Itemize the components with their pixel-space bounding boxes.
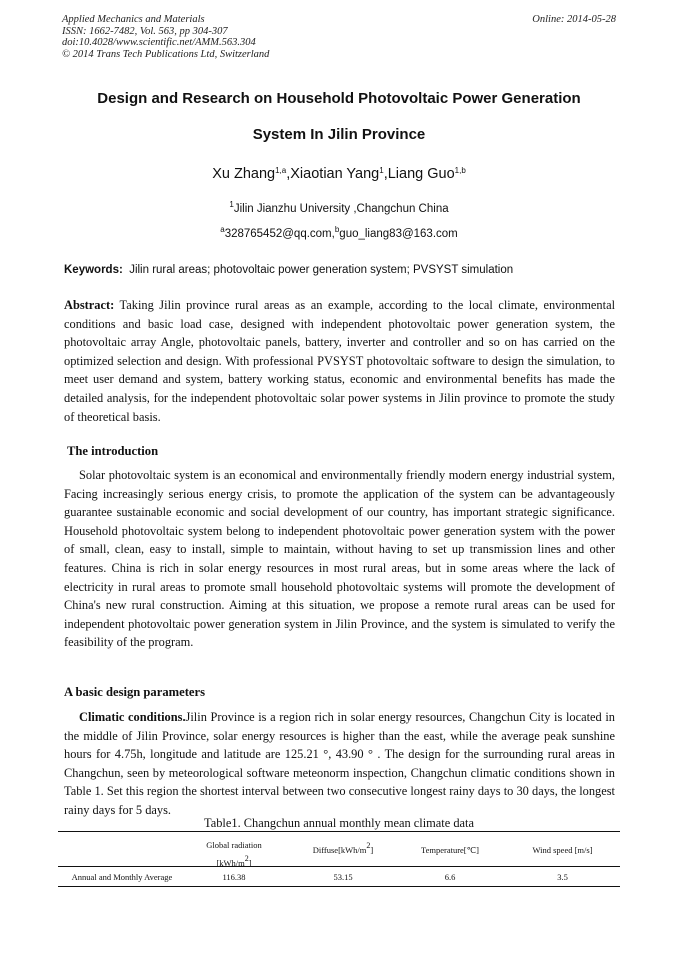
header-text: Global radiation [206, 840, 262, 850]
author-affiliation-mark: 1,b [454, 166, 466, 175]
header-unit-close: ] [370, 845, 374, 855]
table-cell-diffuse: 53.15 [333, 872, 353, 882]
abstract-label: Abstract: [64, 298, 115, 312]
author-name: Liang Guo [387, 166, 455, 182]
paper-title-line-2: System In Jilin Province [252, 126, 426, 143]
table-header-temperature: Temperature[℃] [420, 845, 480, 855]
table-bottom-rule [58, 886, 620, 887]
table-caption: Table1. Changchun annual monthly mean climate data [204, 816, 474, 830]
author-affiliation-mark: 1 [379, 166, 384, 175]
header-unit-text: [kWh/m [216, 858, 245, 868]
header-text: Diffuse[kWh/m [312, 845, 367, 855]
affiliation [0, 200, 678, 215]
section-heading-basic-design: A basic design parameters [64, 685, 205, 699]
email-mark: a [220, 225, 225, 234]
abstract-text: Taking Jilin province rural areas as an example, according to the local climate, environmental conditions and basic load case, designed with independent photovoltaic power generation system, the photovoltaic array Angle, photovoltaic panels, battery, inverter and controller and so on has carried on the optimized selection and design. With professional PVSYST photovoltaic software to design the simulation, to meet user demand and system, battery working status, economic and environmental benefits has made the detailed analysis, for the independent photovoltaic solar power systems in Jilin province to promote the study of theoretical basis. [64, 298, 616, 424]
journal-copyright: © 2014 Trans Tech Publications Ltd, Switzerland [62, 48, 270, 60]
table-row-label: Annual and Monthly Average [71, 872, 173, 882]
table-header-wind-speed: Wind speed [m/s] [532, 845, 593, 855]
table-cell-wind-speed: 3.5 [557, 872, 568, 882]
table-top-rule [58, 831, 620, 832]
email-address: guo_liang83@163.com [339, 228, 458, 240]
table-header-diffuse [300, 841, 386, 855]
header-unit [190, 854, 278, 872]
header-unit-close: ] [248, 858, 252, 868]
climate-text: Jilin Province is a region rich in solar energy resources, Changchun City is located in the middle of Jilin Province, solar energy resources is higher than the east, while the average peak sunshine hours for 4.75h, longitude and latitude are 125.21 °, 43.90 ° . The design for the surrounding rural areas in Changchun, seen by meteorological software meteonorm inspection, Changchun climatic conditions shown in Table 1. Set this region the shortest interval between two consecutive longest rainy days to 30 days, the longest rainy days for 5 days. [64, 710, 615, 817]
abstract [64, 296, 615, 426]
introduction-paragraph: Solar photovoltaic system is an economical and environmentally friendly modern energy industrial system, Facing increasingly serious energy crisis, to promote the application of the system can be advantageously guarantee sustainable economic and social development of our country, has important strategic significance. Household photovoltaic system belong to independent photovoltaic power generation system with the power of small, clean, easy to install, simple to maintain, without having to set up transmission lines and other features. China is rich in solar energy resources in most rural areas, but in some areas where the lack of electricity in rural areas to promote small household photovoltaic systems will promote the development of China's new rural construction. Aiming at this situation, we propose a remote rural areas can be used for independent photovoltaic power generation system in Jilin Province, and the system is simulated to verify the feasibility of the program. [64, 468, 615, 650]
header-unit-sup: 2 [366, 841, 371, 850]
affiliation-mark: 1 [229, 200, 234, 209]
table-cell-global-radiation: 116.38 [222, 872, 246, 882]
journal-name: Applied Mechanics and Materials [62, 14, 205, 25]
author-emails [0, 225, 678, 240]
email-address: 328765452@qq.com, [224, 228, 335, 240]
journal-doi: doi:10.4028/www.scientific.net/AMM.563.304 [62, 37, 256, 48]
table-cell-temperature: 6.6 [444, 872, 456, 882]
online-date: Online: 2014-05-28 [532, 14, 616, 25]
paper-title-line-1: Design and Research on Household Photovoltaic Power Generation [97, 90, 581, 107]
journal-issn: ISSN: 1662-7482, Vol. 563, pp 304-307 [62, 25, 228, 37]
keywords-label: Keywords: [64, 264, 123, 276]
journal-header [62, 14, 616, 60]
climate-label: Climatic conditions. [79, 710, 186, 724]
email-mark: b [334, 225, 340, 234]
header-unit-sup: 2 [244, 854, 249, 863]
author-name: Xiaotian Yang [290, 166, 380, 182]
affiliation-text: Jilin Jianzhu University ,Changchun China [233, 203, 449, 215]
keywords-text: Jilin rural areas; photovoltaic power generation system; PVSYST simulation [129, 264, 514, 276]
table-header-global-radiation [190, 836, 278, 872]
climate-paragraph [64, 708, 615, 820]
author-list: Xu Zhang$^{1,a}$,Xiaotian Yang$^1$,Liang Guo$^{1,b}$ [212, 166, 466, 182]
keywords [64, 264, 618, 276]
table-header-rule [58, 866, 620, 867]
author-name: Xu Zhang [212, 166, 276, 182]
author-affiliation-mark: 1,a [275, 166, 287, 175]
section-heading-introduction: The introduction [67, 444, 159, 458]
